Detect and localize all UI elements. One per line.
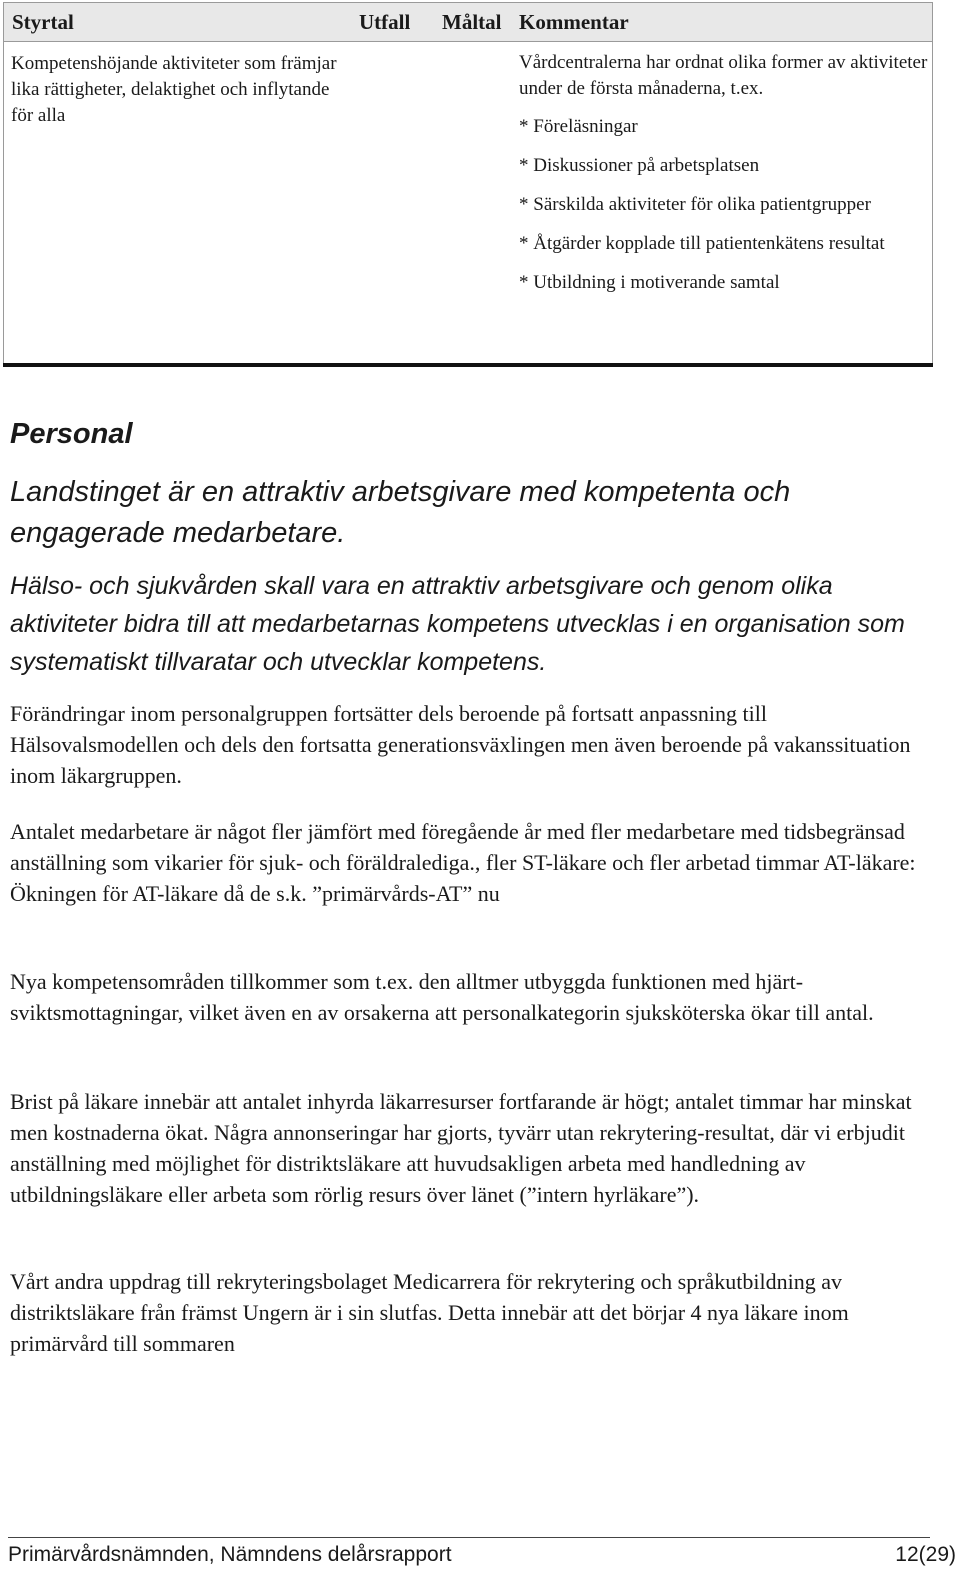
comment-line: * Diskussioner på arbetsplatsen bbox=[519, 155, 760, 176]
comment-line: * Utbildning i motiverande samtal bbox=[519, 272, 780, 293]
measures-table bbox=[3, 2, 933, 364]
section-title: Personal bbox=[10, 418, 133, 450]
comment-line: * Åtgärder kopplade till patientenkätens resultat bbox=[519, 233, 885, 254]
paragraph: Vårt andra uppdrag till rekryteringsbolaget Medicarrera för rekrytering och språkutbildning av distriktsläkare från främst Ungern är i sin slutfas. Detta innebär att det börjar 4 nya läkare inom primärvård till sommaren bbox=[10, 1269, 849, 1356]
section-goal: Landstinget är en attraktiv arbetsgivare med kompetenta och engagerade medarbetare. bbox=[10, 476, 791, 549]
table-bottom-rule bbox=[3, 363, 933, 367]
paragraph: Nya kompetensområden tillkommer som t.ex. den alltmer utbyggda funktionen med hjärt-sviktsmottagningar, vilket även en av orsakerna att personalkategorin sjuksköterska ökar till antal. bbox=[10, 969, 874, 1025]
paragraph: Antalet medarbetare är något fler jämfört med föregående år med fler medarbetare med tidsbegränsad anställning som vikarier för sjuk- och föräldralediga., fler ST-läkare och fler arbetad timmar AT-läkare: Ökningen för AT-läkare då de s.k. ”primärvårds-AT” nu bbox=[10, 819, 916, 906]
header-maltal: Måltal bbox=[442, 10, 502, 34]
footer-title: Primärvårdsnämnden, Nämndens delårsrapport bbox=[8, 1543, 452, 1566]
table-comment-cell bbox=[519, 50, 929, 309]
header-utfall: Utfall bbox=[359, 10, 411, 34]
comment-line: * Föreläsningar bbox=[519, 116, 638, 137]
page-number: 12(29) bbox=[895, 1543, 956, 1566]
comment-line: Vårdcentralerna har ordnat olika former av aktiviteter under de första månaderna, t.ex. bbox=[519, 52, 928, 99]
header-styrtal: Styrtal bbox=[12, 10, 74, 34]
paragraph: Brist på läkare innebär att antalet inhyrda läkarresurser fortfarande är högt; antalet timmar har minskat men kostnaderna ökat. Några annonseringar har gjorts, tyvärr utan rekrytering-resultat, där vi erbjudit anställning med möjlighet för distriktsläkare att huvudsakligen arbeta med handledning av utbildningsläkare eller arbeta som rörlig resurs över länet (”intern hyrläkare”). bbox=[10, 1089, 912, 1207]
comment-line: * Särskilda aktiviteter för olika patientgrupper bbox=[519, 194, 871, 215]
header-kommentar: Kommentar bbox=[519, 10, 629, 34]
footer-rule bbox=[8, 1537, 930, 1538]
table-header bbox=[4, 3, 932, 42]
paragraph: Förändringar inom personalgruppen fortsätter dels beroende på fortsatt anpassning till Hälsovalsmodellen och dels den fortsatta generationsväxlingen men även beroende på vakanssituation inom läkargruppen. bbox=[10, 701, 911, 788]
section-subgoal: Hälso- och sjukvården skall vara en attraktiv arbetsgivare och genom olika aktiviteter bidra till att medarbetarnas kompetens utvecklas i en organisation som systematiskt tillvaratar och utvecklar kompetens. bbox=[10, 572, 905, 676]
table-goal-cell: Kompetenshöjande aktiviteter som främjar lika rättigheter, delaktighet och inflytande för alla bbox=[11, 53, 337, 126]
